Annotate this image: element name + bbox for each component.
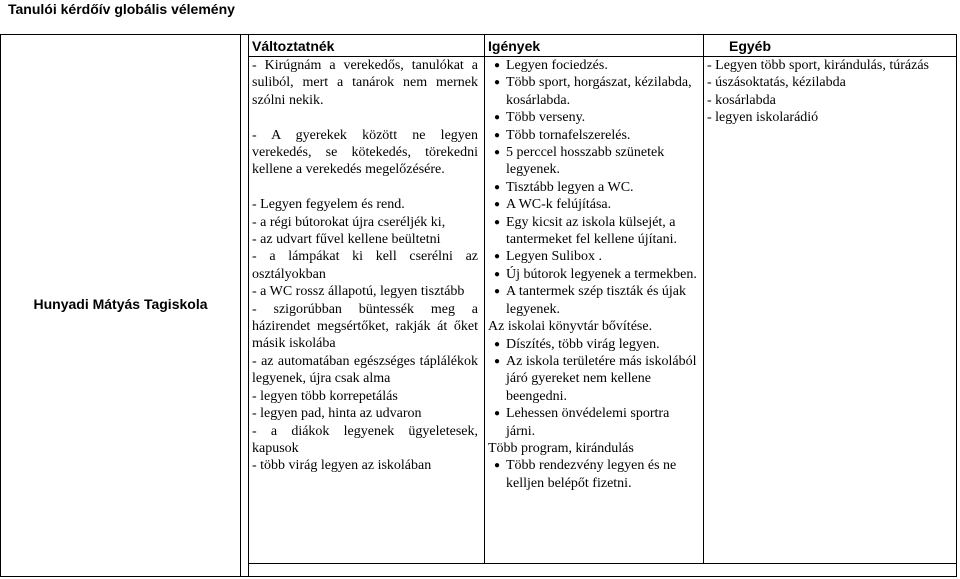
bullet-icon: ● — [493, 181, 501, 193]
spacer — [252, 109, 478, 126]
need-item: Több program, kirándulás — [488, 440, 634, 456]
spacer — [252, 179, 478, 196]
change-item: - Legyen fegyelem és rend. — [252, 197, 405, 213]
need-item: ● Több verseny. — [488, 109, 701, 126]
need-item: ● Egy kicsit az iskola külsejét, a tantermeket fel kellene újítani. — [488, 214, 701, 249]
need-item: ● A WC-k felújítása. — [488, 196, 701, 213]
bullet-icon: ● — [493, 147, 501, 159]
bullet-icon: ● — [493, 408, 501, 420]
header-other: Egyéb — [729, 38, 772, 54]
bullet-icon: ● — [493, 286, 501, 298]
bullet-icon: ● — [493, 338, 501, 350]
change-item: - az automatában egészséges táplálékok legyenek, újra csak alma — [252, 353, 478, 387]
bullet-icon: ● — [493, 355, 501, 367]
need-item: Az iskolai könyvtár bővítése. — [488, 319, 653, 335]
header-changes: Változtatnék — [252, 38, 335, 54]
need-item: ● Az iskola területére más iskolából járó gyereket nem kellene beengedni. — [488, 353, 701, 405]
needs-column — [484, 57, 703, 492]
header-needs: Igények — [488, 38, 541, 54]
change-item: - legyen pad, hinta az udvaron — [252, 406, 422, 422]
need-item: ● Lehessen önvédelemi sportra járni. — [488, 405, 701, 440]
bullet-icon: ● — [493, 129, 501, 141]
change-item: - a régi bútorokat újra cseréljék ki, — [252, 214, 446, 230]
bullet-icon: ● — [493, 251, 501, 263]
bullet-icon: ● — [493, 77, 501, 89]
need-item: ● A tantermek szép tiszták és újak legyenek. — [488, 283, 701, 318]
need-item: ● Új bútorok legyenek a termekben. — [488, 266, 701, 283]
change-item: - legyen több korrepetálás — [252, 388, 398, 404]
page-title: Tanulói kérdőív globális vélemény — [8, 1, 235, 17]
change-item: - több virág legyen az iskolában — [252, 458, 432, 474]
need-item: ● Díszítés, több virág legyen. — [488, 336, 701, 353]
need-item: ● Több tornafelszerelés. — [488, 127, 701, 144]
spacer-cell — [241, 35, 249, 576]
school-cell — [1, 35, 241, 576]
change-item: - a WC rossz állapotú, legyen tisztább — [252, 284, 465, 300]
change-item: - szigorúbban büntessék meg a házirendet megsértőket, rakják át őket másik iskolába — [252, 301, 478, 352]
change-item: - a diákok legyenek ügyeletesek, kapusok — [252, 423, 478, 456]
need-item: ● Legyen Sulibox . — [488, 248, 701, 265]
need-item: ● 5 perccel hosszabb szünetek legyenek. — [488, 144, 701, 179]
other-column — [703, 57, 956, 127]
change-item: - A gyerekek között ne legyen verekedés, se kötekedés, törekedni kellene a verekedés megelőzésére. — [252, 127, 478, 178]
bullet-icon: ● — [493, 216, 501, 228]
need-item: ● Legyen fociedzés. — [488, 57, 701, 74]
bullet-icon: ● — [493, 199, 501, 211]
change-item: - a lámpákat ki kell cserélni az osztályokban — [252, 249, 478, 282]
bullet-icon: ● — [493, 60, 501, 71]
bullet-icon: ● — [493, 112, 501, 124]
table-bottom-border — [249, 563, 956, 564]
bullet-icon: ● — [493, 460, 501, 472]
need-item: ● Tisztább legyen a WC. — [488, 179, 701, 196]
other-item: - Legyen több sport, kirándulás, túrázás — [707, 58, 929, 73]
other-item: - legyen iskolarádió — [707, 110, 819, 126]
need-item: ● Több rendezvény legyen és ne kelljen belépőt fizetni. — [488, 457, 701, 492]
need-item: ● Több sport, horgászat, kézilabda, kosárlabda. — [488, 74, 701, 109]
bullet-icon: ● — [493, 268, 501, 280]
other-item: - kosárlabda — [707, 92, 776, 108]
change-item: - Kirúgnám a verekedős, tanulókat a suliból, mert a tanárok nem mernek szólni nekik. — [252, 58, 478, 108]
change-item: - az udvart fűvel kellene beültetni — [252, 232, 441, 248]
survey-table — [0, 34, 957, 577]
school-name: Hunyadi Mátyás Tagiskola — [33, 296, 208, 312]
changes-column — [249, 57, 484, 475]
other-item: - úszásoktatás, kézilabda — [707, 75, 846, 91]
